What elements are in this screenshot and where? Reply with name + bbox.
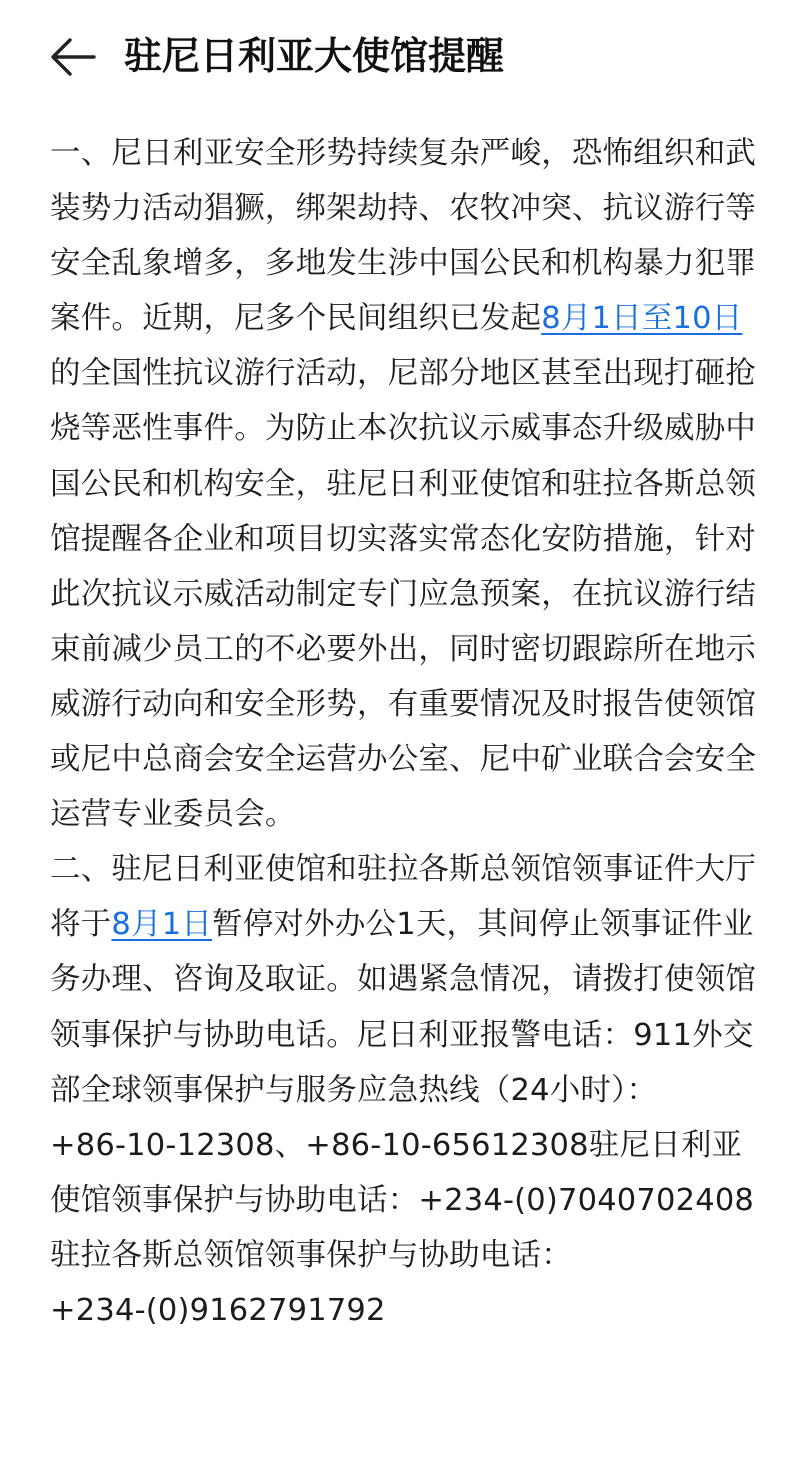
paragraph-1-text-a: 一、尼日利亚安全形势持续复杂严峻，恐怖组织和武装势力活动猖獗，绑架劫持、农牧冲突、抗议游行等安全乱象增多，多地发生涉中国公民和机构暴力犯罪案件。近期，尼多个民间组织已发起 — [50, 136, 757, 337]
paragraph-1 — [50, 126, 762, 842]
hotline-block — [50, 1118, 762, 1338]
page-title: 驻尼日利亚大使馆提醒 — [124, 34, 505, 78]
back-button[interactable] — [48, 34, 98, 80]
date-link-aug1-10[interactable]: 8月1日至10日 — [541, 301, 743, 337]
paragraph-1-text-b: 的全国性抗议游行活动，尼部分地区甚至出现打砸抢烧等恶性事件。为防止本次抗议示威事态升级威胁中国公民和机构安全，驻尼日利亚使馆和驻拉各斯总领馆提醒各企业和项目切实落实常态化安防措施，针对此次抗议示威活动制定专门应急预案，在抗议游行结束前减少员工的不必要外出，同时密切跟踪所在地示威游行动向和安全形势，有重要情况及时报告使领馆或尼中总商会安全运营办公室、尼中矿业联合会安全运营专业委员会。 — [50, 356, 757, 833]
embassy-phone: +234-(0)7040702408 — [418, 1182, 755, 1218]
date-link-aug1[interactable]: 8月1日 — [111, 907, 213, 943]
paragraph-2-text-b: 暂停对外办公1天，其间停止领事证件业务办理、咨询及取证。如遇紧急情况，请拨打使领馆领事保护与协助电话。尼日利亚报警电话：911外交部全球领事保护与服务应急热线（24小时）： — [50, 907, 757, 1108]
hotline-numbers: +86-10-12308、+86-10-65612308 — [50, 1127, 589, 1163]
paragraph-2 — [50, 842, 762, 1117]
article-body — [50, 126, 762, 1338]
arrow-left-icon — [48, 34, 98, 80]
app-header — [0, 0, 800, 118]
paragraph-2-text-a: 二、驻尼日利亚使馆和驻拉各斯总领馆领事证件大厅将于 — [50, 852, 757, 943]
lagos-phone: +234-(0)9162791792 — [50, 1292, 386, 1328]
embassy-phone-label: 驻尼日利亚使馆领事保护与协助电话： — [50, 1127, 743, 1218]
lagos-phone-label: 驻拉各斯总领馆领事保护与协助电话： — [50, 1237, 572, 1273]
